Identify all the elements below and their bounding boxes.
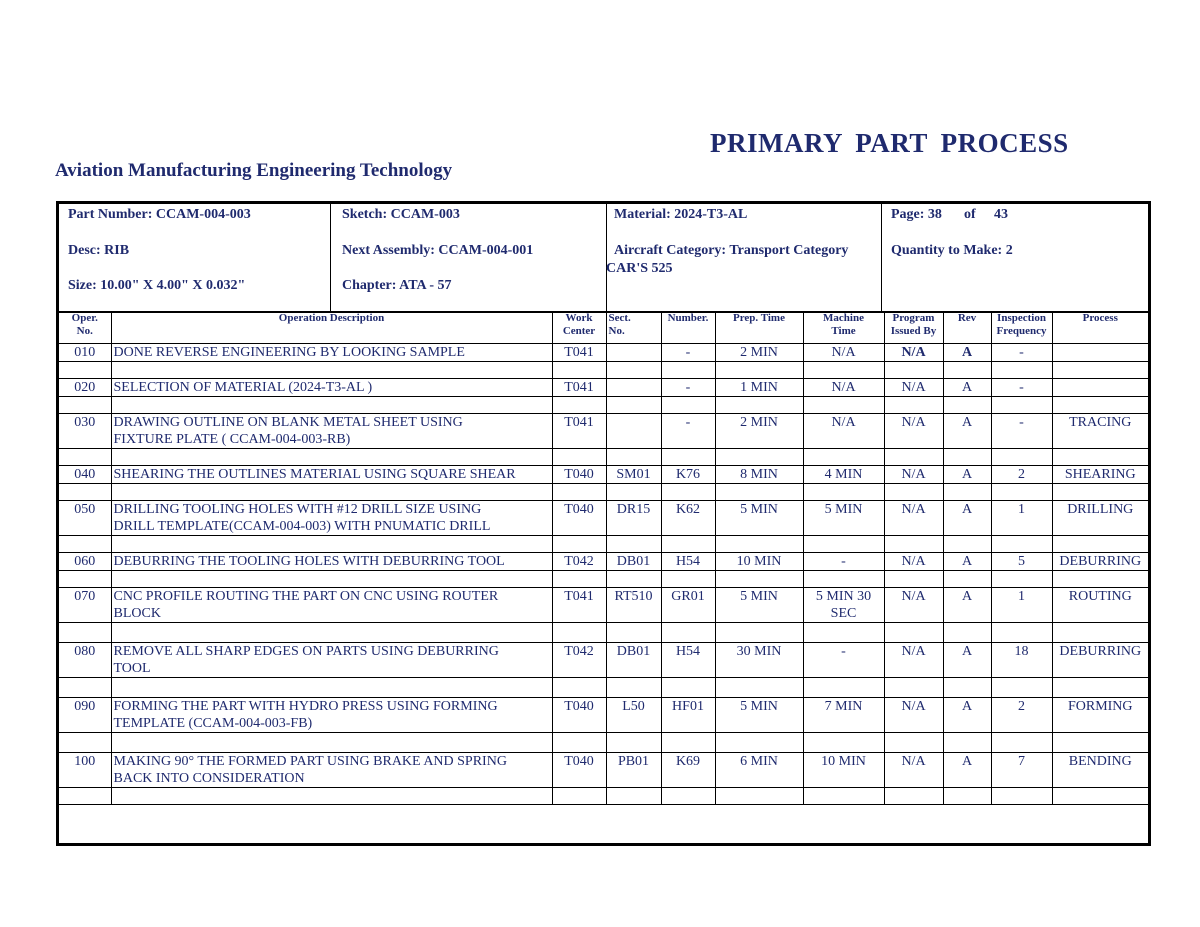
spacer-row (59, 733, 1148, 753)
header-block (59, 204, 1148, 313)
table-row (59, 501, 1148, 536)
spacer-row (59, 678, 1148, 698)
col-sect-no: Sect. No. (606, 312, 661, 344)
cell-sect-no: DR15 (606, 501, 661, 536)
operations-table (59, 311, 1148, 805)
cell-machine-time: N/A (803, 414, 884, 449)
cell-sect-no: SM01 (606, 466, 661, 484)
cell-number: - (661, 414, 715, 449)
cell-process: ROUTING (1052, 588, 1148, 623)
page-number: Page: 38 (891, 207, 942, 222)
cell-rev: A (943, 643, 991, 678)
cell-prep-time: 30 MIN (715, 643, 803, 678)
chapter: Chapter: ATA - 57 (342, 278, 452, 293)
cell-program-issued-by: N/A (884, 698, 943, 733)
cell-prep-time: 5 MIN (715, 501, 803, 536)
cell-prep-time: 2 MIN (715, 344, 803, 362)
cell-operation-description: SELECTION OF MATERIAL (2024-T3-AL ) (111, 379, 552, 397)
cell-program-issued-by: N/A (884, 643, 943, 678)
cell-machine-time: 5 MIN 30 SEC (803, 588, 884, 623)
spacer-row (59, 397, 1148, 414)
cell-inspection-frequency: - (991, 379, 1052, 397)
cell-work-center: T040 (552, 466, 606, 484)
table-row (59, 698, 1148, 733)
cell-operation-description: MAKING 90° THE FORMED PART USING BRAKE AND SPRING BACK INTO CONSIDERATION (111, 753, 552, 788)
spacer-row (59, 788, 1148, 805)
cell-oper-no: 080 (59, 643, 111, 678)
cell-oper-no: 010 (59, 344, 111, 362)
cell-oper-no: 090 (59, 698, 111, 733)
next-assembly: Next Assembly: CCAM-004-001 (342, 243, 534, 258)
cell-inspection-frequency: 18 (991, 643, 1052, 678)
cell-work-center: T041 (552, 379, 606, 397)
cell-sect-no: PB01 (606, 753, 661, 788)
table-row (59, 379, 1148, 397)
cell-program-issued-by: N/A (884, 466, 943, 484)
table-header-row (59, 312, 1148, 344)
cell-prep-time: 5 MIN (715, 698, 803, 733)
cell-process: SHEARING (1052, 466, 1148, 484)
organization-name: Aviation Manufacturing Engineering Technology (55, 160, 453, 181)
cell-machine-time: 10 MIN (803, 753, 884, 788)
cell-work-center: T042 (552, 553, 606, 571)
cell-operation-description: REMOVE ALL SHARP EDGES ON PARTS USING DEBURRING TOOL (111, 643, 552, 678)
document-title: PRIMARY PART PROCESS (710, 128, 1069, 158)
col-inspection-frequency: Inspection Frequency (991, 312, 1052, 344)
cell-process: DEBURRING (1052, 643, 1148, 678)
cell-oper-no: 030 (59, 414, 111, 449)
cell-number: HF01 (661, 698, 715, 733)
cell-oper-no: 020 (59, 379, 111, 397)
cell-rev: A (943, 344, 991, 362)
table-row (59, 753, 1148, 788)
cell-rev: A (943, 588, 991, 623)
cell-prep-time: 8 MIN (715, 466, 803, 484)
table-row (59, 344, 1148, 362)
cell-sect-no (606, 414, 661, 449)
cell-work-center: T040 (552, 698, 606, 733)
part-description: Desc: RIB (68, 243, 130, 258)
process-sheet (56, 201, 1151, 846)
cell-number: GR01 (661, 588, 715, 623)
cell-rev: A (943, 501, 991, 536)
cell-process: TRACING (1052, 414, 1148, 449)
spacer-row (59, 484, 1148, 501)
cell-process: DRILLING (1052, 501, 1148, 536)
cell-operation-description: DRILLING TOOLING HOLES WITH #12 DRILL SIZE USING DRILL TEMPLATE(CCAM-004-003) WITH PNUMATIC DRILL (111, 501, 552, 536)
table-row (59, 588, 1148, 623)
cell-prep-time: 2 MIN (715, 414, 803, 449)
cell-rev: A (943, 379, 991, 397)
cell-inspection-frequency: - (991, 414, 1052, 449)
material-info-cell (606, 204, 881, 311)
cell-number: H54 (661, 553, 715, 571)
cell-prep-time: 6 MIN (715, 753, 803, 788)
cell-rev: A (943, 698, 991, 733)
cell-work-center: T042 (552, 643, 606, 678)
cell-operation-description: DONE REVERSE ENGINEERING BY LOOKING SAMPLE (111, 344, 552, 362)
col-work-center: Work Center (552, 312, 606, 344)
cell-operation-description: DEBURRING THE TOOLING HOLES WITH DEBURRING TOOL (111, 553, 552, 571)
table-row (59, 553, 1148, 571)
page-of: of (964, 207, 976, 222)
cell-inspection-frequency: 1 (991, 501, 1052, 536)
cell-sect-no: RT510 (606, 588, 661, 623)
cell-oper-no: 100 (59, 753, 111, 788)
table-row (59, 643, 1148, 678)
cell-work-center: T040 (552, 753, 606, 788)
cell-program-issued-by: N/A (884, 501, 943, 536)
cell-oper-no: 070 (59, 588, 111, 623)
cell-work-center: T040 (552, 501, 606, 536)
cell-number: - (661, 344, 715, 362)
cell-work-center: T041 (552, 414, 606, 449)
cell-rev: A (943, 414, 991, 449)
col-rev: Rev (943, 312, 991, 344)
cars-reference: CAR'S 525 (606, 261, 673, 276)
cell-oper-no: 050 (59, 501, 111, 536)
cell-rev: A (943, 466, 991, 484)
cell-oper-no: 060 (59, 553, 111, 571)
spacer-row (59, 623, 1148, 643)
cell-prep-time: 5 MIN (715, 588, 803, 623)
spacer-row (59, 571, 1148, 588)
spacer-row (59, 449, 1148, 466)
page-info-cell (881, 204, 1148, 311)
cell-inspection-frequency: - (991, 344, 1052, 362)
col-prep-time: Prep. Time (715, 312, 803, 344)
cell-machine-time: 7 MIN (803, 698, 884, 733)
cell-number: H54 (661, 643, 715, 678)
sketch-number: Sketch: CCAM-003 (342, 207, 460, 222)
cell-operation-description: DRAWING OUTLINE ON BLANK METAL SHEET USING FIXTURE PLATE ( CCAM-004-003-RB) (111, 414, 552, 449)
cell-machine-time: N/A (803, 344, 884, 362)
cell-program-issued-by: N/A (884, 414, 943, 449)
cell-operation-description: CNC PROFILE ROUTING THE PART ON CNC USING ROUTER BLOCK (111, 588, 552, 623)
part-size: Size: 10.00" X 4.00" X 0.032" (68, 278, 246, 293)
cell-number: K62 (661, 501, 715, 536)
page-total: 43 (994, 207, 1008, 222)
cell-inspection-frequency: 1 (991, 588, 1052, 623)
cell-sect-no: DB01 (606, 553, 661, 571)
col-operation-description: Operation Description (111, 312, 552, 344)
cell-oper-no: 040 (59, 466, 111, 484)
cell-number: - (661, 379, 715, 397)
col-machine-time: Machine Time (803, 312, 884, 344)
quantity-to-make: Quantity to Make: 2 (891, 243, 1013, 258)
cell-machine-time: - (803, 553, 884, 571)
cell-operation-description: FORMING THE PART WITH HYDRO PRESS USING FORMING TEMPLATE (CCAM-004-003-FB) (111, 698, 552, 733)
cell-sect-no: L50 (606, 698, 661, 733)
cell-operation-description: SHEARING THE OUTLINES MATERIAL USING SQUARE SHEAR (111, 466, 552, 484)
cell-inspection-frequency: 2 (991, 698, 1052, 733)
cell-program-issued-by: N/A (884, 753, 943, 788)
cell-rev: A (943, 753, 991, 788)
part-number: Part Number: CCAM-004-003 (68, 207, 251, 222)
cell-machine-time: 4 MIN (803, 466, 884, 484)
cell-machine-time: 5 MIN (803, 501, 884, 536)
cell-inspection-frequency: 2 (991, 466, 1052, 484)
cell-number: K76 (661, 466, 715, 484)
table-row (59, 414, 1148, 449)
cell-process (1052, 379, 1148, 397)
sketch-info-cell (330, 204, 606, 311)
cell-sect-no (606, 379, 661, 397)
part-info-cell (59, 204, 330, 311)
aircraft-category: Aircraft Category: Transport Category (614, 243, 849, 258)
cell-process: BENDING (1052, 753, 1148, 788)
cell-prep-time: 10 MIN (715, 553, 803, 571)
col-number: Number. (661, 312, 715, 344)
cell-prep-time: 1 MIN (715, 379, 803, 397)
cell-inspection-frequency: 5 (991, 553, 1052, 571)
cell-program-issued-by: N/A (884, 344, 943, 362)
cell-sect-no: DB01 (606, 643, 661, 678)
material: Material: 2024-T3-AL (614, 207, 748, 222)
cell-process: FORMING (1052, 698, 1148, 733)
cell-sect-no (606, 344, 661, 362)
table-row (59, 466, 1148, 484)
cell-process (1052, 344, 1148, 362)
cell-process: DEBURRING (1052, 553, 1148, 571)
cell-work-center: T041 (552, 344, 606, 362)
col-oper-no: Oper. No. (59, 312, 111, 344)
spacer-row (59, 536, 1148, 553)
cell-machine-time: N/A (803, 379, 884, 397)
cell-program-issued-by: N/A (884, 379, 943, 397)
col-process: Process (1052, 312, 1148, 344)
cell-machine-time: - (803, 643, 884, 678)
col-program-issued-by: Program Issued By (884, 312, 943, 344)
cell-number: K69 (661, 753, 715, 788)
cell-inspection-frequency: 7 (991, 753, 1052, 788)
cell-program-issued-by: N/A (884, 553, 943, 571)
cell-program-issued-by: N/A (884, 588, 943, 623)
cell-rev: A (943, 553, 991, 571)
spacer-row (59, 362, 1148, 379)
cell-work-center: T041 (552, 588, 606, 623)
